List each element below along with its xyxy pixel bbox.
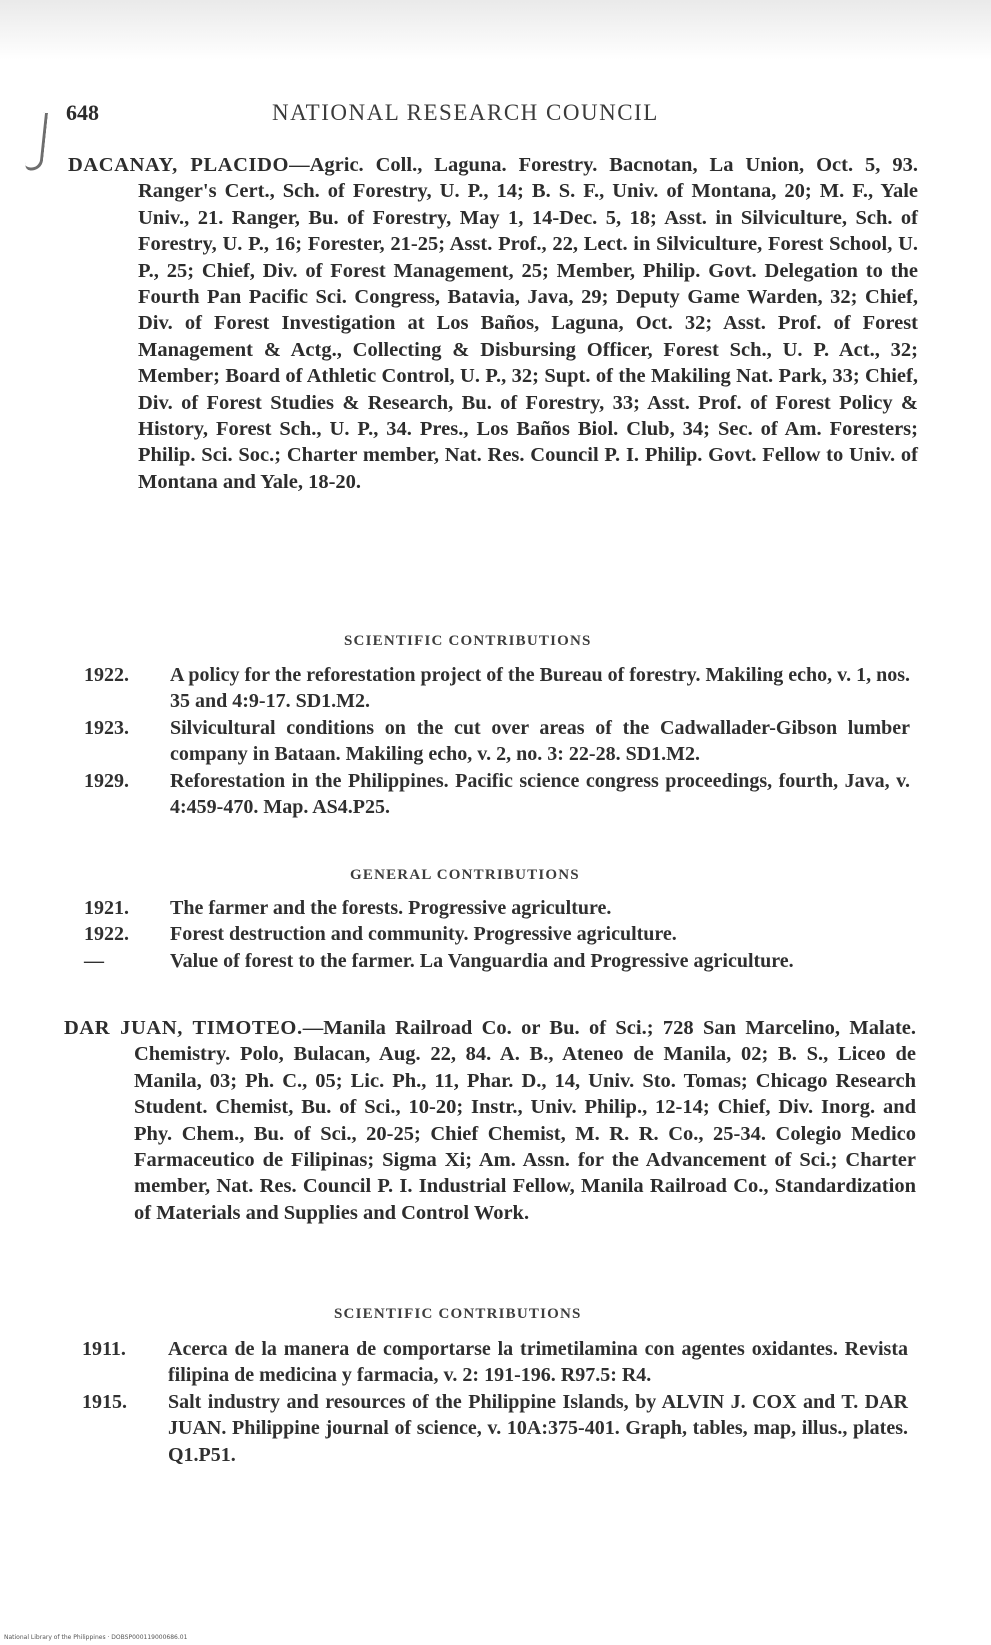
page-header xyxy=(66,100,926,132)
entry-name: DAR JUAN, TIMOTEO. xyxy=(64,1017,303,1039)
section-heading: GENERAL CONTRIBUTIONS xyxy=(350,867,580,883)
contribution-text: Forest destruction and community. Progressive agriculture. xyxy=(170,923,677,946)
contribution-item xyxy=(82,1336,932,1389)
entry-bio: —Agric. Coll., Laguna. Forestry. Bacnotan, La Union, Oct. 5, 93. Ranger's Cert., Sch. of Forestry, U. P., 14; B. S. F., Univ. of Montana, 20; M. F., Yale Univ., 21. Ranger, Bu. of Forestry, May 1, 14-Dec. 5, 18; Asst. in Silviculture, Sch. of Forestry, U. P., 16; Forester, 21-25; Asst. Prof., 22, Lect. in Silviculture, Forest School, U. P., 25; Chief, Div. of Forest Management, 25; Member, Philip. Govt. Delegation to the Fourth Pan Pacific Sci. Congress, Batavia, Java, 29; Deputy Game Warden, 32; Chief, Div. of Forest Investigation at Los Baños, Laguna, Oct. 32; Asst. Prof. of Forest Management & Actg., Collecting & Disbursing Officer, Forest Sch., U. P. Act., 32; Member; Board of Athletic Control, U. P., 32; Supt. of the Makiling Nat. Park, 33; Chief, Div. of Forest Studies & Research, Bu. of Forestry, 33; Asst. Prof. of Forest Policy & History, Forest Sch., U. P., 34. Pres., Los Baños Biol. Club, 34; Sec. of Am. Foresters; Philip. Sci. Soc.; Charter member, Nat. Res. Council P. I. Philip. Govt. Fellow to Univ. of Montana and Yale, 18-20. xyxy=(138,154,918,493)
contribution-year: — xyxy=(84,949,104,972)
contribution-item xyxy=(84,948,934,974)
contribution-text: Reforestation in the Philippines. Pacific science congress proceedings, fourth, Java, v. 4:459-470. Map. AS4.P25. xyxy=(170,769,910,819)
contribution-list xyxy=(82,1336,932,1468)
contribution-item xyxy=(84,921,934,947)
contribution-text: Value of forest to the farmer. La Vanguardia and Progressive agriculture. xyxy=(170,949,794,972)
contribution-year: 1922. xyxy=(84,923,129,946)
contribution-year: 1922. xyxy=(84,664,129,686)
contribution-text: Silvicultural conditions on the cut over areas of the Cadwallader-Gibson lumber company in Bataan. Makiling echo, v. 2, no. 3: 22-28. SD1.M2. xyxy=(170,716,910,766)
contribution-item xyxy=(84,768,934,821)
entry-text xyxy=(68,152,918,495)
contribution-year: 1915. xyxy=(82,1390,127,1413)
contribution-item xyxy=(82,1389,932,1468)
contribution-item xyxy=(84,662,934,715)
contribution-text: Salt industry and resources of the Philippine Islands, by ALVIN J. COX and T. DAR JUAN. Philippine journal of science, v. 10A:375-401. Graph, tables, map, illus., plates. Q1.P51. xyxy=(168,1390,908,1466)
contribution-text: The farmer and the forests. Progressive agriculture. xyxy=(170,897,612,919)
contribution-list xyxy=(84,895,934,974)
contribution-list xyxy=(84,662,934,820)
section-heading: SCIENTIFIC CONTRIBUTIONS xyxy=(334,1306,582,1322)
scan-footer: National Library of the Philippines · DOBSP000119000686.01 xyxy=(4,1634,188,1641)
contribution-text: A policy for the reforestation project of the Bureau of forestry. Makiling echo, v. 1, nos. 35 and 4:9-17. SD1.M2. xyxy=(170,664,910,713)
scan-shadow xyxy=(0,0,991,60)
page-number: 648 xyxy=(66,100,99,125)
contribution-year: 1921. xyxy=(84,897,129,919)
contribution-year: 1923. xyxy=(84,716,129,739)
contribution-item xyxy=(84,895,934,921)
running-head: NATIONAL RESEARCH COUNCIL xyxy=(272,100,659,125)
biography-entry xyxy=(68,152,918,495)
contribution-text: Acerca de la manera de comportarse la trimetilamina con agentes oxidantes. Revista filipina de medicina y farmacia, v. 2: 191-196. R97.5: R4. xyxy=(168,1338,908,1387)
contribution-year: 1911. xyxy=(82,1338,126,1360)
biography-entry xyxy=(64,1015,916,1226)
entry-text xyxy=(64,1015,916,1226)
entry-name: DACANAY, PLACIDO xyxy=(68,154,290,176)
contribution-item xyxy=(84,715,934,768)
section-heading: SCIENTIFIC CONTRIBUTIONS xyxy=(344,633,592,649)
handwritten-check-mark xyxy=(25,111,48,171)
contribution-year: 1929. xyxy=(84,769,129,792)
entry-bio: —Manila Railroad Co. or Bu. of Sci.; 728 San Marcelino, Malate. Chemistry. Polo, Bulacan, Aug. 22, 84. A. B., Ateneo de Manila, 02; B. S., Liceo de Manila, 03; Ph. C., 05; Lic. Ph., 11, Phar. D., 14, Univ. Sto. Tomas; Chicago Research Student. Chemist, Bu. of Sci., 10-20; Instr., Univ. Philip., 12-14; Chief, Div. Inorg. and Phy. Chem., Bu. of Sci., 20-25; Chief Chemist, M. R. R. Co., 25-34. Colegio Medico Farmaceutico de Filipinas; Sigma Xi; Am. Assn. for the Advancement of Sci.; Charter member, Nat. Res. Council P. I. Industrial Fellow, Manila Railroad Co., Standardization of Materials and Supplies and Control Work. xyxy=(134,1017,916,1224)
